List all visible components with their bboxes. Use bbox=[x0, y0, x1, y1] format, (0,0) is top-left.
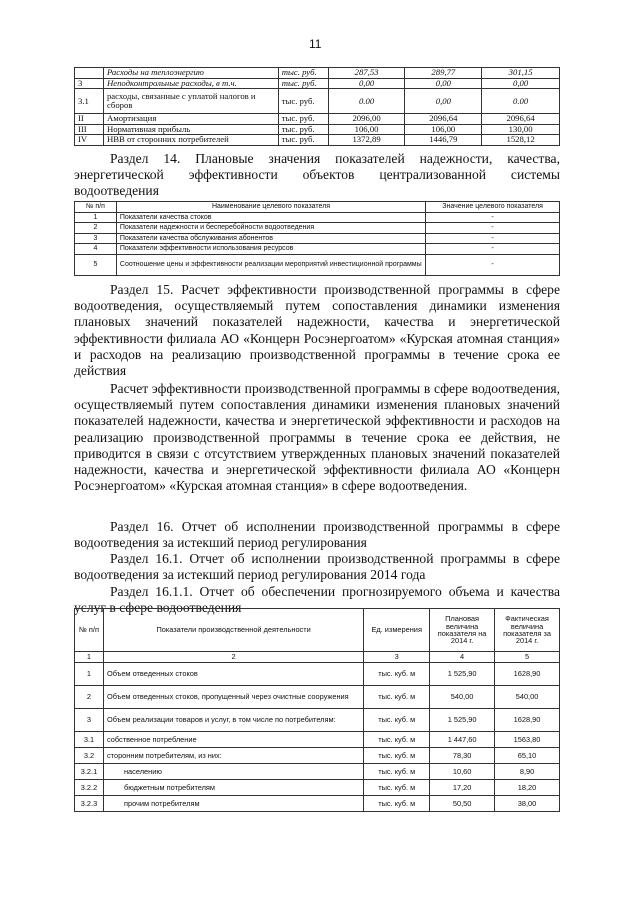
cell-value: 106,00 bbox=[328, 124, 405, 135]
cell-unit: тыс. руб. bbox=[278, 114, 328, 125]
cell-value: 0,00 bbox=[405, 78, 482, 89]
cell-value: 1446,79 bbox=[405, 135, 482, 146]
cell-fact: 18,20 bbox=[495, 780, 560, 796]
cell-n: 3.2.2 bbox=[75, 780, 104, 796]
cell-value: 287,53 bbox=[328, 68, 405, 79]
cell-name: Объем реализации товаров и услуг, в том числе по потребителям: bbox=[103, 709, 363, 732]
section-15-paragraph: Расчет эффективности производственной программы в сфере водоотведения, осуществляемый путем сопоставления динамики изменения плановых значений показателей надежности, качества и энергетической эффективности и расходов на реализацию производственной программы в течение срока ее действия, не приводится в связи с отсутствием утвержденных плановых значений показателей надежности, качества и энергетической эффективности филиала АО «Концерн Росэнергоатом» «Курская атомная станция» в сфере водоотведения. bbox=[74, 381, 560, 494]
table-row bbox=[75, 780, 560, 796]
section-14-heading: Раздел 14. Плановые значения показателей надежности, качества, энергетической эффективности объектов централизованной системы водоотведения bbox=[74, 151, 560, 199]
cell-n: 2 bbox=[75, 686, 104, 709]
table-row bbox=[75, 732, 560, 748]
cell-name: бюджетным потребителям bbox=[103, 780, 363, 796]
cell-value: - bbox=[426, 212, 560, 223]
cell-value: 2096,64 bbox=[482, 114, 560, 125]
header-cell: Плановая величина показателя на 2014 г. bbox=[430, 609, 495, 652]
cell-plan: 17,20 bbox=[430, 780, 495, 796]
cell-name: Соотношение цены и эффективности реализации мероприятий инвестиционной программы bbox=[116, 254, 425, 275]
cell-unit: тыс. куб. м bbox=[364, 796, 430, 812]
table-header-row bbox=[75, 202, 560, 213]
cell-value: 2096,64 bbox=[405, 114, 482, 125]
header-cell: Фактическая величина показателя за 2014 г. bbox=[495, 609, 560, 652]
table-row bbox=[75, 796, 560, 812]
cell-unit: тыс. куб. м bbox=[364, 709, 430, 732]
cell-name: Нормативная прибыль bbox=[103, 124, 278, 135]
table-row bbox=[75, 124, 560, 135]
cell-plan: 1 525,90 bbox=[430, 663, 495, 686]
cell-name: Показатели качества обслуживания абонентов bbox=[116, 233, 425, 244]
cell-n: II bbox=[75, 114, 104, 125]
cell-fact: 38,00 bbox=[495, 796, 560, 812]
cell-name: НВВ от сторонних потребителей bbox=[103, 135, 278, 146]
cell-n: 1 bbox=[75, 212, 117, 223]
cell-unit: тыс. руб. bbox=[278, 78, 328, 89]
cell-value: 0,00 bbox=[482, 78, 560, 89]
table-row bbox=[75, 686, 560, 709]
cell-name: Объем отведенных стоков, пропущенный через очистные сооружения bbox=[103, 686, 363, 709]
cell-name: Амортизация bbox=[103, 114, 278, 125]
cell-value: 1528,12 bbox=[482, 135, 560, 146]
cell-unit: тыс. руб. bbox=[278, 124, 328, 135]
header-cell: Показатели производственной деятельности bbox=[103, 609, 363, 652]
section-15-heading: Раздел 15. Расчет эффективности производственной программы в сфере водоотведения, осуществляемый путем сопоставления динамики изменения плановых значений показателей надежности, качества и энергетической эффективности филиала АО «Концерн Росэнергоатом» «Курская атомная станция» и расходов на реализацию производственной программы в течение срока ее действия bbox=[74, 282, 560, 379]
cell-name: Показатели надежности и бесперебойности водоотведения bbox=[116, 223, 425, 234]
table-row bbox=[75, 244, 560, 255]
cell-unit: тыс. руб. bbox=[278, 135, 328, 146]
cell-fact: 1563,80 bbox=[495, 732, 560, 748]
cell-n: IV bbox=[75, 135, 104, 146]
column-number: 3 bbox=[364, 652, 430, 663]
cell-n: 2 bbox=[75, 223, 117, 234]
cell-fact: 65,10 bbox=[495, 748, 560, 764]
cell-unit: тыс. руб. bbox=[278, 68, 328, 79]
cell-value: 106,00 bbox=[405, 124, 482, 135]
header-cell: № п/п bbox=[75, 202, 117, 213]
cell-name: Показатели качества стоков bbox=[116, 212, 425, 223]
column-number: 2 bbox=[103, 652, 363, 663]
cell-value: 130,00 bbox=[482, 124, 560, 135]
cell-n: 3.2.1 bbox=[75, 764, 104, 780]
expenses-table bbox=[74, 67, 560, 146]
table-row bbox=[75, 254, 560, 275]
cell-plan: 1 447,60 bbox=[430, 732, 495, 748]
cell-value: 0.00 bbox=[328, 89, 405, 114]
cell-value: - bbox=[426, 233, 560, 244]
cell-value: 1372,89 bbox=[328, 135, 405, 146]
cell-value: 0,00 bbox=[405, 89, 482, 114]
cell-name: Показатели эффективности использования ресурсов bbox=[116, 244, 425, 255]
cell-unit: тыс. куб. м bbox=[364, 780, 430, 796]
cell-name: прочим потребителям bbox=[103, 796, 363, 812]
cell-value: 0.00 bbox=[482, 89, 560, 114]
cell-plan: 78,30 bbox=[430, 748, 495, 764]
cell-value: - bbox=[426, 244, 560, 255]
section-16-heading: Раздел 16. Отчет об исполнении производственной программы в сфере водоотведения за истекший период регулирования bbox=[74, 519, 560, 551]
cell-value: 0,00 bbox=[328, 78, 405, 89]
section-16-1-heading: Раздел 16.1. Отчет об исполнении производственной программы в сфере водоотведения за истекший период регулирования 2014 года bbox=[74, 551, 560, 583]
cell-unit: тыс. куб. м bbox=[364, 663, 430, 686]
cell-n: 3.2 bbox=[75, 748, 104, 764]
cell-plan: 50,50 bbox=[430, 796, 495, 812]
cell-n: 1 bbox=[75, 663, 104, 686]
cell-value: - bbox=[426, 254, 560, 275]
cell-name: расходы, связанные с уплатой налогов и сборов bbox=[103, 89, 278, 114]
cell-n: 3 bbox=[75, 78, 104, 89]
cell-plan: 10,60 bbox=[430, 764, 495, 780]
table-row bbox=[75, 135, 560, 146]
column-number: 4 bbox=[430, 652, 495, 663]
column-number-row bbox=[75, 652, 560, 663]
table-row bbox=[75, 223, 560, 234]
cell-n: 3.1 bbox=[75, 89, 104, 114]
cell-name: собственное потребление bbox=[103, 732, 363, 748]
cell-unit: тыс. куб. м bbox=[364, 686, 430, 709]
cell-fact: 1628,90 bbox=[495, 709, 560, 732]
cell-n: 3 bbox=[75, 233, 117, 244]
cell-unit: тыс. куб. м bbox=[364, 732, 430, 748]
header-cell: № п/п bbox=[75, 609, 104, 652]
header-cell: Наименование целевого показателя bbox=[116, 202, 425, 213]
table-row bbox=[75, 748, 560, 764]
table-row bbox=[75, 709, 560, 732]
cell-fact: 540,00 bbox=[495, 686, 560, 709]
cell-n: 3.2.3 bbox=[75, 796, 104, 812]
table-row bbox=[75, 764, 560, 780]
table-header-row bbox=[75, 609, 560, 652]
cell-unit: тыс. куб. м bbox=[364, 764, 430, 780]
section-16-1-1-heading: Раздел 16.1.1. Отчет об обеспечении прогнозируемого объема и качества услуг в сфере водоотведения bbox=[74, 584, 560, 616]
table-row bbox=[75, 212, 560, 223]
cell-plan: 540,00 bbox=[430, 686, 495, 709]
cell-fact: 8,90 bbox=[495, 764, 560, 780]
table-row bbox=[75, 114, 560, 125]
cell-unit: тыс. куб. м bbox=[364, 748, 430, 764]
cell-fact: 1628,90 bbox=[495, 663, 560, 686]
cell-value: 289,77 bbox=[405, 68, 482, 79]
cell-value: - bbox=[426, 223, 560, 234]
table-row bbox=[75, 663, 560, 686]
page-number: 11 bbox=[309, 37, 322, 51]
cell-plan: 1 525,90 bbox=[430, 709, 495, 732]
table-row bbox=[75, 233, 560, 244]
cell-n: 5 bbox=[75, 254, 117, 275]
cell-n: 3 bbox=[75, 709, 104, 732]
production-report-table bbox=[74, 608, 560, 812]
cell-name: населению bbox=[103, 764, 363, 780]
cell-n: 4 bbox=[75, 244, 117, 255]
cell-n bbox=[75, 68, 104, 79]
cell-name: Расходы на теплоэнергию bbox=[103, 68, 278, 79]
header-cell: Значение целевого показателя bbox=[426, 202, 560, 213]
cell-name: сторонним потребителям, из них: bbox=[103, 748, 363, 764]
cell-n: III bbox=[75, 124, 104, 135]
cell-name: Объем отведенных стоков bbox=[103, 663, 363, 686]
target-indicators-table bbox=[74, 201, 560, 276]
header-cell: Ед. измерения bbox=[364, 609, 430, 652]
cell-name: Неподконтрольные расходы, в т.ч. bbox=[103, 78, 278, 89]
table-row bbox=[75, 68, 560, 79]
table-row bbox=[75, 89, 560, 114]
column-number: 5 bbox=[495, 652, 560, 663]
table-row bbox=[75, 78, 560, 89]
cell-value: 2096,00 bbox=[328, 114, 405, 125]
column-number: 1 bbox=[75, 652, 104, 663]
cell-n: 3.1 bbox=[75, 732, 104, 748]
cell-value: 301,15 bbox=[482, 68, 560, 79]
cell-unit: тыс. руб. bbox=[278, 89, 328, 114]
